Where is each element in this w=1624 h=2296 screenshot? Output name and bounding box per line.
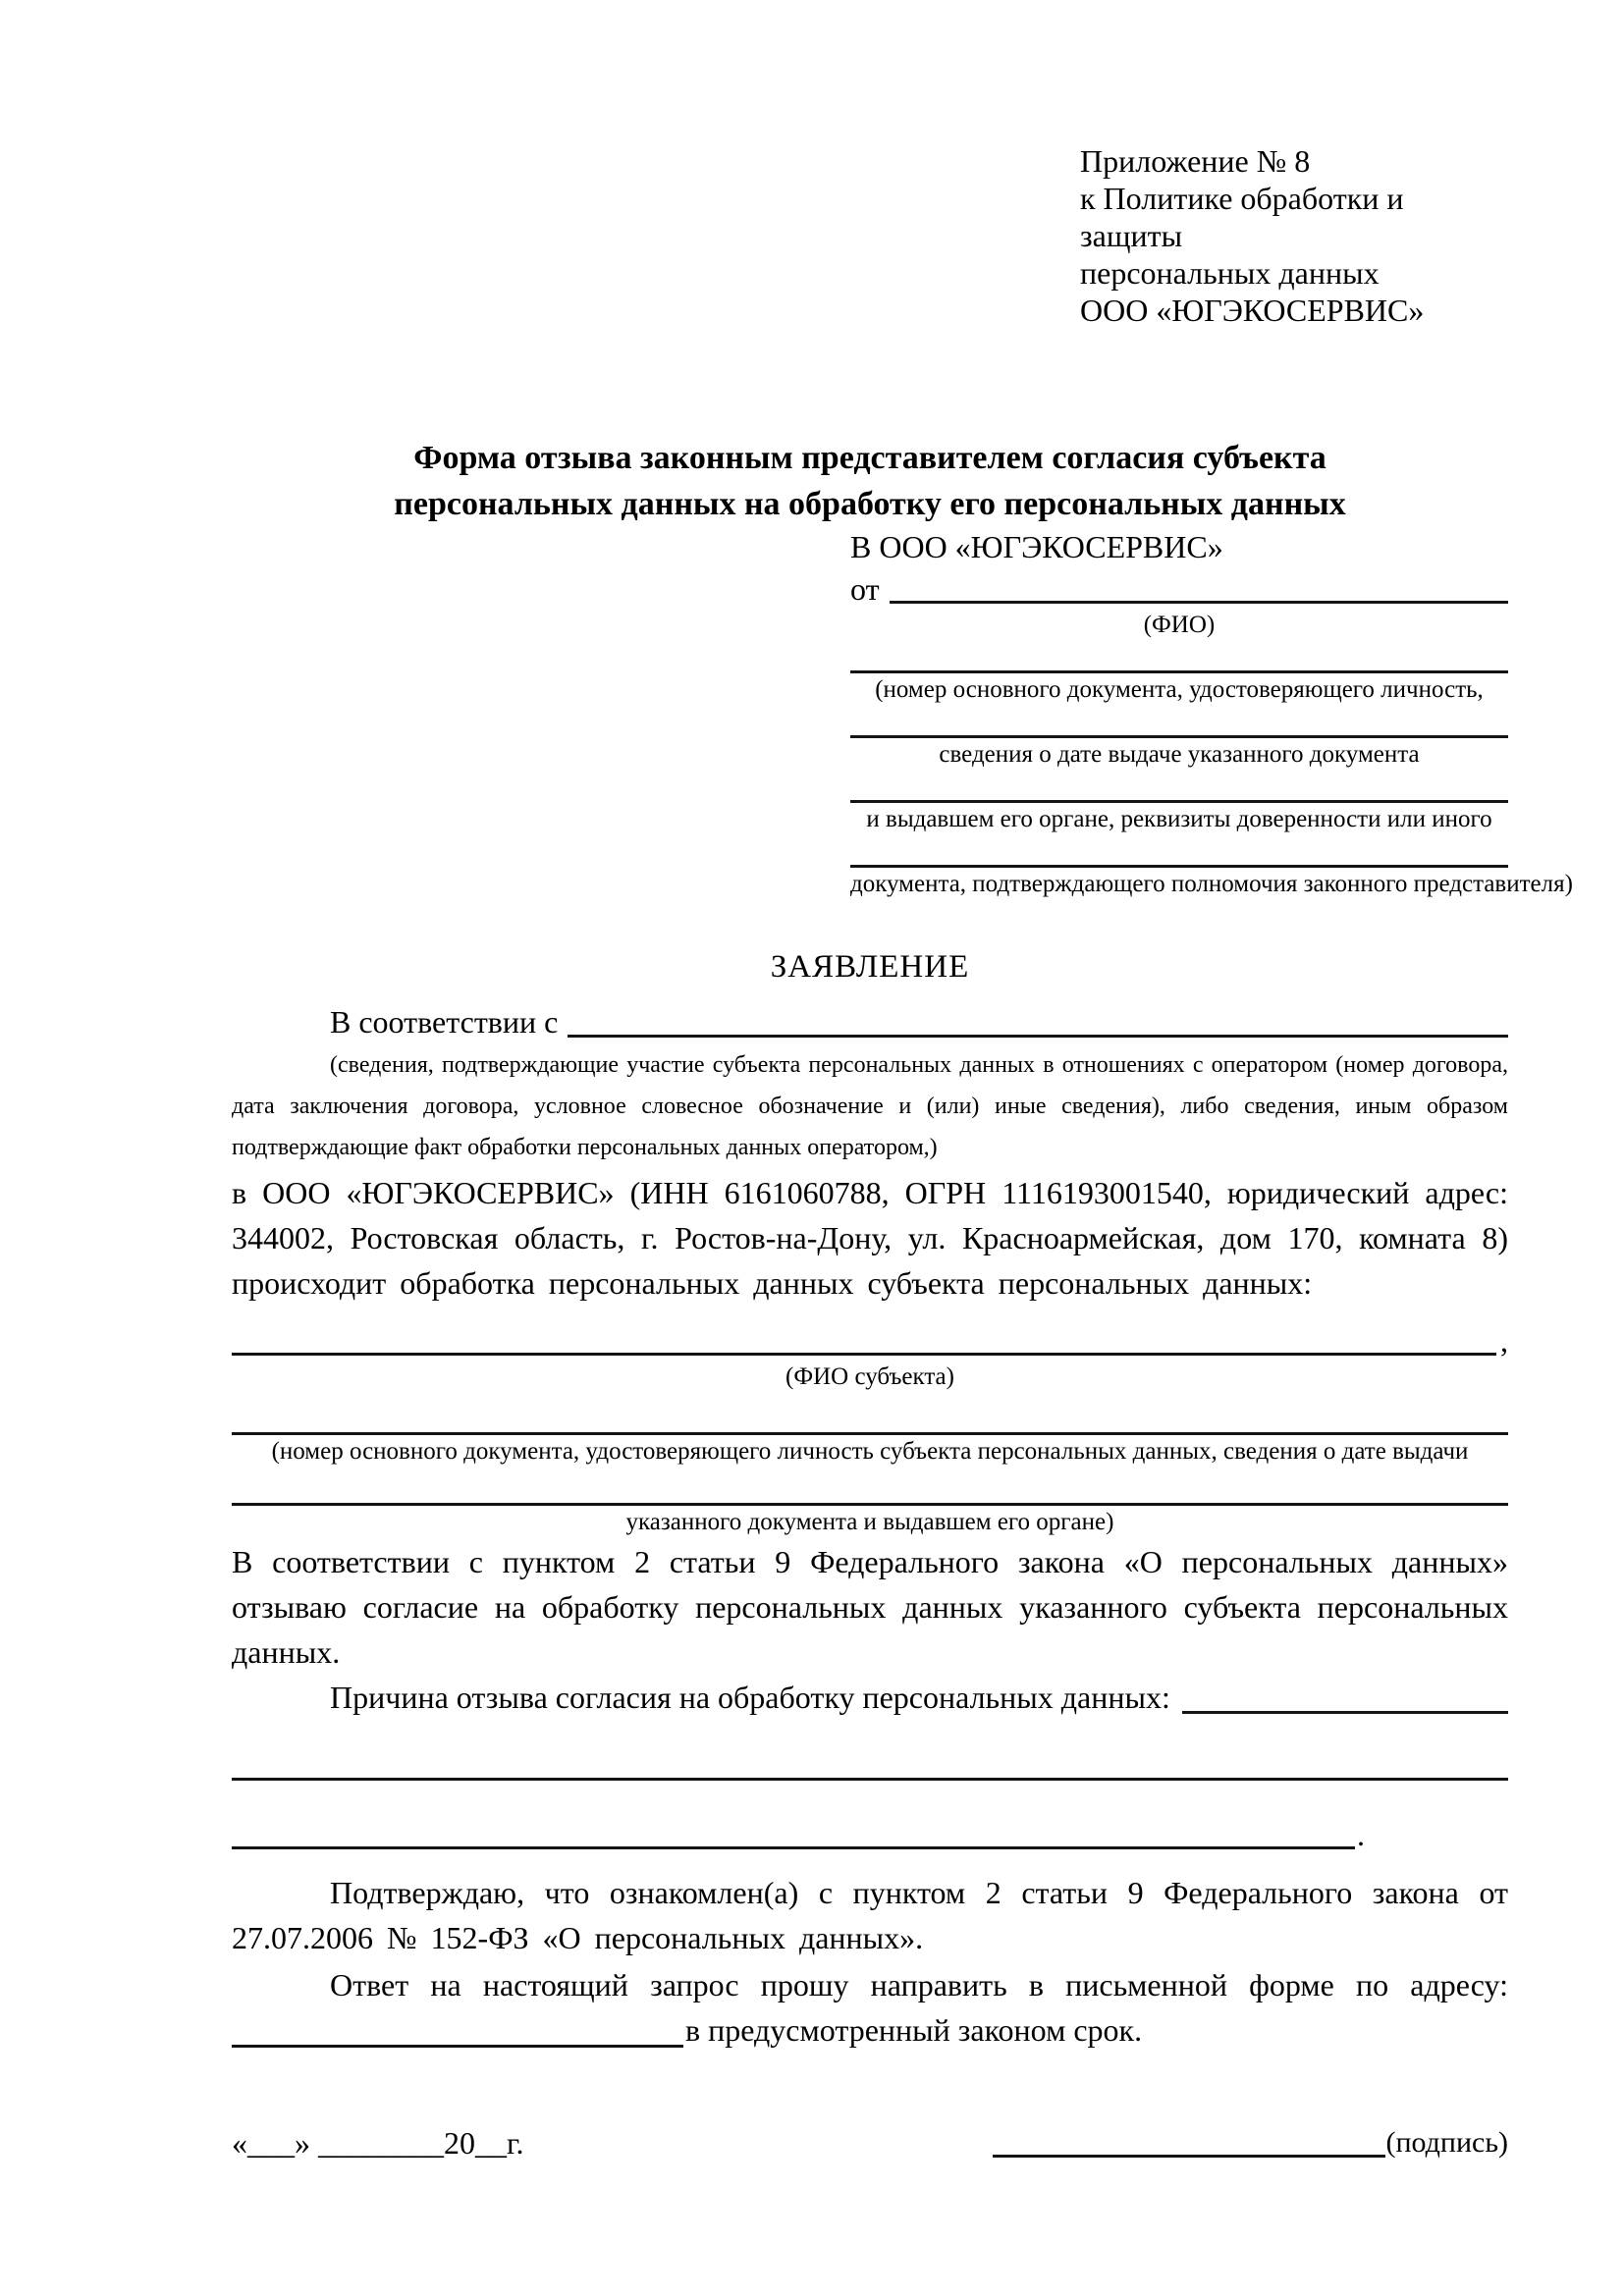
reply-address-line (232, 2007, 1508, 2053)
signature-caption: (подпись) (1385, 2126, 1508, 2159)
intro-prefix: В соответствии с (330, 1004, 559, 1040)
subject-doc-blank-line (232, 1431, 1508, 1435)
representative-doc-blank-line (850, 799, 1508, 803)
document-title (232, 435, 1508, 527)
appendix-header (1080, 142, 1508, 329)
fio-caption: (ФИО) (1143, 612, 1216, 638)
appendix-line: к Политике обработки и защиты (1080, 181, 1404, 253)
subject-fio-caption: (ФИО субъекта) (785, 1363, 954, 1390)
subject-doc-caption: (номер основного документа, удостоверяющего личность субъекта персональных данных, сведения о дате выдачи (271, 1438, 1469, 1465)
recipient-line: В ООО «ЮГЭКОСЕРВИС» (850, 529, 1223, 564)
reply-address-blank-line (232, 2044, 683, 2048)
from-label: от (850, 571, 880, 607)
signature-blank-line (993, 2154, 1385, 2158)
representative-doc-caption: (номер основного документа, удостоверяющего личность, (875, 676, 1484, 703)
addressee-block (850, 527, 1573, 899)
trailing-period: . (1357, 1817, 1365, 1852)
reason-blank-line (232, 1777, 1508, 1781)
statement-heading: ЗАЯВЛЕНИЕ (770, 949, 970, 985)
reason-blank-line-end (232, 1815, 1508, 1854)
representative-fio-blank-line (890, 600, 1508, 604)
reason-blank-line (232, 1845, 1355, 1849)
subject-doc-caption: указанного документа и выдавшем его органе) (625, 1509, 1114, 1535)
date-line: «___» ________20__г. (232, 2125, 524, 2161)
withdraw-paragraph: В соответствии с пунктом 2 статьи 9 Федерального закона «О персональных данных» отзываю согласие на обработку персональных данных указанного субъекта персональных данных. (232, 1544, 1508, 1670)
document-title-line: персональных данных на обработку его персональных данных (394, 486, 1346, 522)
statement-note: (сведения, подтверждающие участие субъекта персональных данных в отношениях с оператором (номер договора, дата заключения договора, условное словесное обозначение и (или) иные сведения), либо сведения, иным образом подтверждающие факт обработки персональных данных оператором,) (232, 1052, 1508, 1160)
basis-blank-line (568, 1034, 1508, 1038)
from-line (850, 569, 1508, 609)
reason-line (232, 1675, 1508, 1720)
reason-blank-line (1182, 1710, 1508, 1714)
representative-doc-blank-line (850, 864, 1508, 868)
subject-doc-blank-line (232, 1502, 1508, 1506)
statement-intro-line (232, 1001, 1508, 1042)
appendix-line: ООО «ЮГЭКОСЕРВИС» (1080, 293, 1425, 328)
representative-doc-caption: и выдавшем его органе, реквизиты доверенности или иного (866, 806, 1492, 832)
subject-fio-blank-line (232, 1352, 1496, 1356)
representative-doc-blank-line (850, 734, 1508, 738)
operator-paragraph: в ООО «ЮГЭКОСЕРВИС» (ИНН 6161060788, ОГРН 1116193001540, юридический адрес: 344002, Ростовская область, г. Ростов-на-Дону, ул. Красноармейская, дом 170, комната 8) происходит обработка персональных данных субъекта персональных данных: (232, 1175, 1508, 1301)
signature-block (993, 2123, 1508, 2163)
footer (232, 2123, 1508, 2163)
representative-doc-blank-line (850, 669, 1508, 673)
representative-doc-caption: сведения о дате выдаче указанного документа (939, 741, 1420, 768)
appendix-line: персональных данных (1080, 255, 1380, 291)
reply-suffix: в предусмотренный законом срок. (685, 2012, 1143, 2048)
subject-fio-comma: , (1500, 1323, 1508, 1359)
document-title-line: Форма отзыва законным представителем согласия субъекта (413, 440, 1326, 476)
representative-doc-caption: документа, подтверждающего полномочия законного представителя) (850, 871, 1573, 897)
reply-paragraph: Ответ на настоящий запрос прошу направить в письменной форме по адресу: (330, 1967, 1508, 2002)
confirm-paragraph: Подтверждаю, что ознакомлен(а) с пунктом 2 статьи 9 Федерального закона от 27.07.2006 № 152-ФЗ «О персональных данных». (232, 1875, 1508, 1955)
appendix-line: Приложение № 8 (1080, 143, 1311, 179)
reason-prefix: Причина отзыва согласия на обработку персональных данных: (330, 1680, 1170, 1715)
subject-fio-line (232, 1321, 1508, 1361)
